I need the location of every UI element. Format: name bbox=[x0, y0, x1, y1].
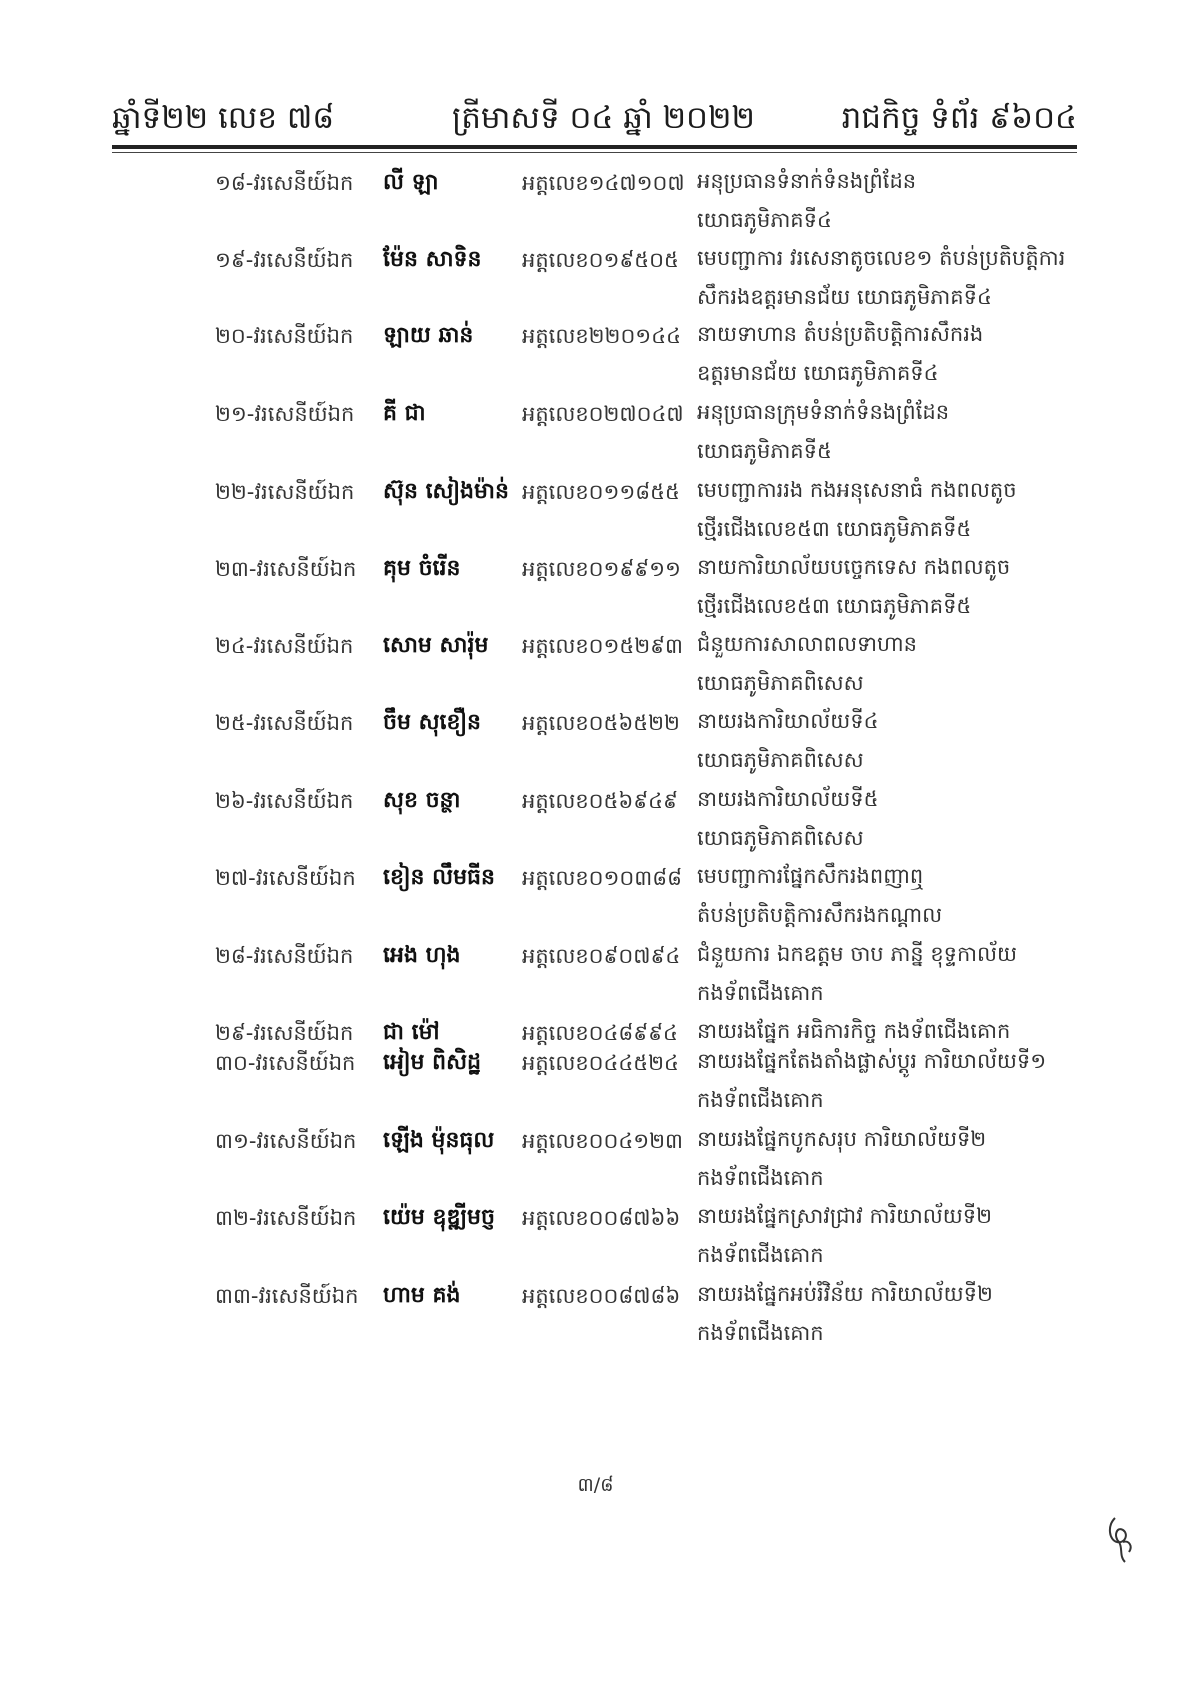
entry-position-line-2: កងទ័ពជើងគោក bbox=[697, 1321, 824, 1345]
entry-number-rank: ២៣-វរសេនីយ៍ឯក bbox=[215, 557, 357, 581]
entry-serial-number: អត្តលេខ០៥៦៩៤៩ bbox=[522, 789, 678, 813]
header-quarter: ត្រីមាសទី ០៤ ឆ្នាំ ២០២២ bbox=[452, 100, 755, 136]
entry-name: ឡាយ ឆាន់ bbox=[383, 323, 474, 348]
entry-position bbox=[697, 625, 1077, 703]
entry-position-line-1: នាយរងផ្នែកបូកសរុប ការិយាល័យទី២ bbox=[697, 1127, 987, 1151]
entry-position-line-1: នាយរងផ្នែកតែងតាំងផ្លាស់ប្តូរ ការិយាល័យទី១ bbox=[697, 1049, 1047, 1073]
entry-position-line-2: ឧត្តរមានជ័យ យោធភូមិភាគទី៤ bbox=[697, 361, 939, 385]
entry-serial-number: អត្តលេខ០៤៤៥២៤ bbox=[522, 1051, 679, 1075]
entry-name: ហាម គង់ bbox=[383, 1283, 461, 1308]
entry-number-rank: ៣៣-វរសេនីយ៍ឯក bbox=[215, 1284, 359, 1308]
entry-name: ជា ម៉ៅ bbox=[383, 1020, 440, 1045]
entry-name: ស៊ុន សៀងម៉ាន់ bbox=[383, 479, 509, 504]
entry-position bbox=[697, 780, 1077, 858]
entry-position bbox=[697, 315, 1077, 393]
entry-number-rank: ២៧-វរសេនីយ៍ឯក bbox=[215, 866, 356, 890]
entry-serial-number: អត្តលេខ០៥៦៥២២ bbox=[522, 711, 680, 735]
entry-position-line-2: យោធភូមិភាគទី៥ bbox=[697, 439, 832, 463]
entry-name: ចឹម សុខឿន bbox=[383, 710, 482, 735]
page-number: ៣/៨ bbox=[577, 1474, 614, 1496]
entry-position-line-1: អនុប្រធានក្រុមទំនាក់ទំនងព្រំដែន bbox=[697, 400, 950, 424]
entry-name: លី ឡា bbox=[383, 170, 439, 195]
entry-serial-number: អត្តលេខ០៤៨៩៩៤ bbox=[522, 1021, 678, 1045]
entry-serial-number: អត្តលេខ០០៨៧៨៦ bbox=[522, 1284, 681, 1308]
entry-position bbox=[697, 471, 1077, 549]
entry-serial-number: អត្តលេខ០១០៣៨៨ bbox=[522, 866, 682, 890]
entry-number-rank: ២៩-វរសេនីយ៍ឯក bbox=[215, 1021, 354, 1045]
entry-name: គុម ចំរើន bbox=[383, 556, 461, 581]
entry-position bbox=[697, 239, 1077, 317]
entry-number-rank: ២០-វរសេនីយ៍ឯក bbox=[215, 324, 354, 348]
entry-number-rank: ៣២-វរសេនីយ៍ឯក bbox=[215, 1206, 357, 1230]
entry-position-line-1: នាយរងផ្នែក អធិការកិច្ច កងទ័ពជើងគោក bbox=[697, 1019, 1011, 1043]
entry-serial-number: អត្តលេខ០១៩៥០៥ bbox=[522, 248, 679, 272]
entry-position-line-2: យោធភូមិភាគទី៤ bbox=[697, 208, 832, 232]
entry-position bbox=[697, 1275, 1077, 1353]
header-year-issue: ឆ្នាំទី២២ លេខ ៧៨ bbox=[112, 100, 335, 136]
entry-serial-number: អត្តលេខ២២០១៤៤ bbox=[522, 324, 681, 348]
entry-position-line-2: កងទ័ពជើងគោក bbox=[697, 1166, 824, 1190]
entry-name: អៀម ពិសិដ្ឋ bbox=[383, 1050, 482, 1075]
entry-position-line-2: ថ្មើរជើងលេខ៥៣ យោធភូមិភាគទី៥ bbox=[697, 517, 972, 541]
entry-position-line-2: សឹករងឧត្តរមានជ័យ យោធភូមិភាគទី៤ bbox=[697, 285, 992, 309]
entry-number-rank: ២៤-វរសេនីយ៍ឯក bbox=[215, 634, 354, 658]
entry-position bbox=[697, 702, 1077, 780]
entry-position-line-1: នាយទាហាន តំបន់ប្រតិបត្តិការសឹករង bbox=[697, 322, 984, 346]
entry-position-line-1: ជំនួយការ ឯកឧត្តម ចាប ភាន្នី ខុទ្ទកាល័យ bbox=[697, 942, 1017, 966]
entry-position-line-2: កងទ័ពជើងគោក bbox=[697, 1088, 824, 1112]
entry-position-line-2: តំបន់ប្រតិបត្តិការសឹករងកណ្តាល bbox=[697, 903, 943, 927]
entry-serial-number: អត្តលេខ០១៥២៩៣ bbox=[522, 634, 683, 658]
entry-position-line-1: នាយរងការិយាល័យទី៤ bbox=[697, 709, 879, 733]
entry-position-line-1: នាយរងការិយាល័យទី៥ bbox=[697, 787, 879, 811]
entry-position-line-2: កងទ័ពជើងគោក bbox=[697, 981, 824, 1005]
handwritten-initial-signature bbox=[1105, 1512, 1137, 1568]
entry-position bbox=[697, 162, 1077, 240]
entry-serial-number: អត្តលេខ០៩០៧៩៤ bbox=[522, 944, 681, 968]
entry-position-line-2: កងទ័ពជើងគោក bbox=[697, 1243, 824, 1267]
entry-number-rank: ២៨-វរសេនីយ៍ឯក bbox=[215, 944, 354, 968]
entry-number-rank: ៣០-វរសេនីយ៍ឯក bbox=[215, 1051, 356, 1075]
entry-position bbox=[697, 935, 1077, 1013]
header-gazette-page: រាជកិច្ច ទំព័រ ៩៦០៤ bbox=[841, 100, 1077, 136]
entry-serial-number: អត្តលេខ០២៧០៤៧ bbox=[522, 402, 684, 426]
entry-number-rank: ២២-វរសេនីយ៍ឯក bbox=[215, 480, 355, 504]
entry-serial-number: អត្តលេខ០០៤១២៣ bbox=[522, 1129, 683, 1153]
entry-position-line-2: យោធភូមិភាគពិសេស bbox=[697, 826, 864, 850]
entry-serial-number: អត្តលេខ០១១៨៥៥ bbox=[522, 480, 680, 504]
entry-position-line-1: មេបញ្ជាការផ្នែកសឹករងពញាឮ bbox=[697, 864, 924, 888]
entry-position-line-2: យោធភូមិភាគពិសេស bbox=[697, 671, 864, 695]
entry-serial-number: អត្តលេខ១៤៧១០៧ bbox=[522, 171, 685, 195]
entry-position bbox=[697, 548, 1077, 626]
entry-name: សោម សារ៉ុម bbox=[383, 633, 489, 658]
entry-name: ខៀន លឹមធីន bbox=[383, 865, 495, 890]
running-header bbox=[112, 92, 1077, 144]
entry-number-rank: ១៩-វរសេនីយ៍ឯក bbox=[215, 248, 354, 272]
entry-name: ឡើង ម៉ុនធុល bbox=[383, 1128, 495, 1153]
entry-name: គី ជា bbox=[383, 401, 426, 426]
entry-number-rank: ២៦-វរសេនីយ៍ឯក bbox=[215, 789, 354, 813]
entry-name: យ៉េម ឧុឌ្ឍីមច្ញ bbox=[383, 1205, 495, 1230]
header-rule-thick bbox=[112, 145, 1077, 149]
entry-position-line-2: ថ្មើរជើងលេខ៥៣ យោធភូមិភាគទី៥ bbox=[697, 594, 972, 618]
entry-position bbox=[697, 857, 1077, 935]
entry-name: អេង ហុង bbox=[383, 943, 461, 968]
entry-position-line-1: នាយការិយាល័យបច្ចេកទេស កងពលតូច bbox=[697, 555, 1011, 579]
entry-position-line-2: យោធភូមិភាគពិសេស bbox=[697, 748, 864, 772]
entry-position-line-1: អនុប្រធានទំនាក់ទំនងព្រំដែន bbox=[697, 169, 917, 193]
entry-name: សុខ ចន្ថា bbox=[383, 788, 461, 813]
entry-name: ម៉ែន សាទិន bbox=[383, 247, 482, 272]
header-rule-thin bbox=[112, 152, 1077, 153]
entry-position-line-1: នាយរងផ្នែកអប់រំវិន័យ ការិយាល័យទី២ bbox=[697, 1282, 993, 1306]
entry-position-line-1: មេបញ្ជាការ វរសេនាតូចលេខ១ តំបន់ប្រតិបត្តិការ bbox=[697, 246, 1066, 270]
entry-position-line-1: ជំនួយការសាលាពលទាហាន bbox=[697, 632, 917, 656]
entry-number-rank: ១៨-វរសេនីយ៍ឯក bbox=[215, 171, 354, 195]
entry-serial-number: អត្តលេខ០១៩៩១១ bbox=[522, 557, 681, 581]
entry-position bbox=[697, 393, 1077, 471]
entry-position-line-1: មេបញ្ជាការរង កងអនុសេនាធំ កងពលតូច bbox=[697, 478, 1017, 502]
entry-position bbox=[697, 1197, 1077, 1275]
entry-position bbox=[697, 1042, 1077, 1120]
entry-number-rank: ៣១-វរសេនីយ៍ឯក bbox=[215, 1129, 357, 1153]
entry-serial-number: អត្តលេខ០០៨៧៦៦ bbox=[522, 1206, 681, 1230]
entry-number-rank: ២១-វរសេនីយ៍ឯក bbox=[215, 402, 355, 426]
entry-position bbox=[697, 1120, 1077, 1198]
entry-number-rank: ២៥-វរសេនីយ៍ឯក bbox=[215, 711, 354, 735]
entry-position-line-1: នាយរងផ្នែកស្រាវជ្រាវ ការិយាល័យទី២ bbox=[697, 1204, 993, 1228]
